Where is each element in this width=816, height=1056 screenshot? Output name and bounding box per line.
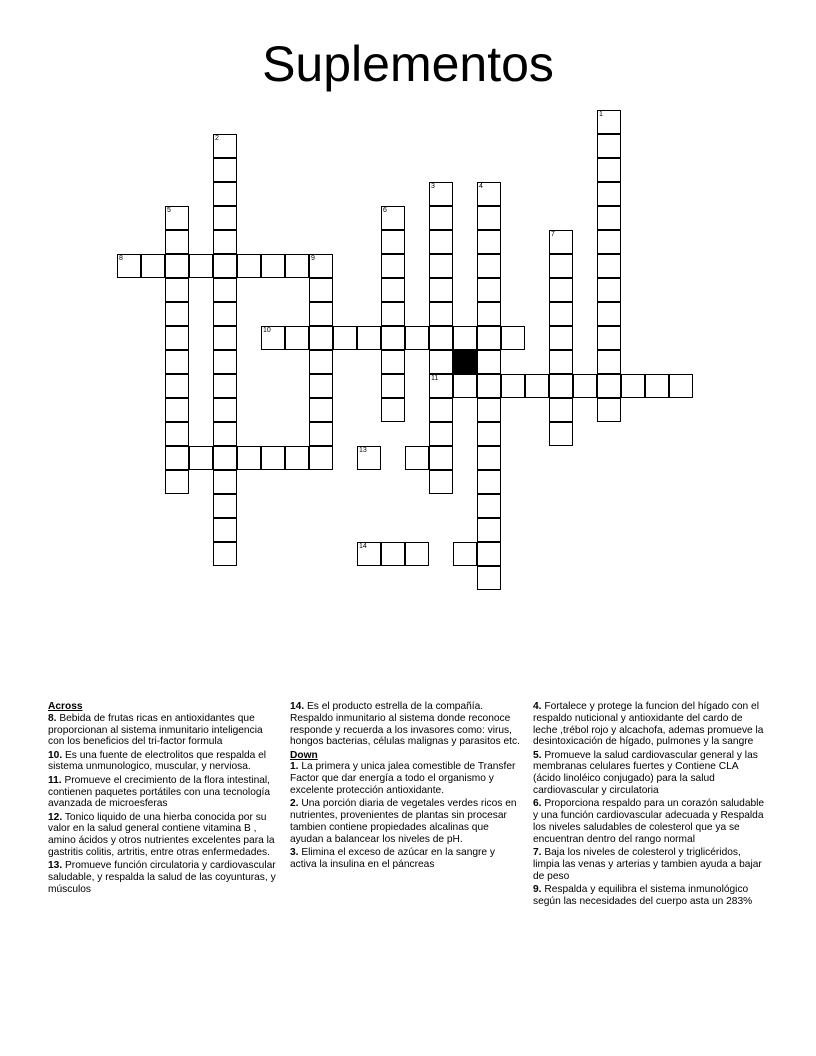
clue-text: Respalda y equilibra el sistema inmunológico según las necesidades del cuerpo asta un 283% <box>533 883 753 907</box>
grid-cell[interactable] <box>165 326 189 350</box>
grid-cell[interactable] <box>213 326 237 350</box>
grid-cell[interactable] <box>477 326 501 350</box>
grid-cell[interactable] <box>261 326 285 350</box>
clue-column-2 <box>290 701 522 872</box>
grid-cell[interactable] <box>597 182 621 206</box>
grid-cell[interactable] <box>357 446 381 470</box>
clue-text: Es el producto estrella de la compañía. Respaldo inmunitario al sistema donde reconoce responde y recuerda a los invasores como: virus, hongos bacterias, células malignas y parasitos etc. <box>290 701 520 748</box>
grid-cell[interactable] <box>597 374 621 398</box>
clue-text: Promueve el crecimiento de la flora intestinal, contienen paquetes portátiles con una tecnología avanzada de microesferas <box>48 774 271 810</box>
clue-item <box>290 761 522 796</box>
grid-cell[interactable] <box>357 326 381 350</box>
clue-text: Es una fuente de electrolitos que respalda el sistema unmunologico, muscular, y nerviosa. <box>48 749 267 773</box>
grid-cell[interactable] <box>477 182 501 206</box>
grid-cell[interactable] <box>429 326 453 350</box>
grid-cell[interactable] <box>477 470 501 494</box>
grid-cell[interactable] <box>189 446 213 470</box>
clue-number: 5 <box>167 207 171 214</box>
grid-cell[interactable] <box>549 278 573 302</box>
grid-cell[interactable] <box>429 374 453 398</box>
grid-cell[interactable] <box>597 134 621 158</box>
clue-text: La primera y unica jalea comestible de Transfer Factor que dar energía a todo el organismo y excelente protección antioxidante. <box>290 761 516 797</box>
grid-cell[interactable] <box>309 398 333 422</box>
grid-cell[interactable] <box>477 206 501 230</box>
grid-cell[interactable] <box>309 278 333 302</box>
grid-cell[interactable] <box>237 446 261 470</box>
grid-cell[interactable] <box>477 446 501 470</box>
clue-label: 6. <box>533 798 542 810</box>
grid-cell[interactable] <box>549 326 573 350</box>
grid-cell[interactable] <box>213 302 237 326</box>
grid-cell[interactable] <box>597 326 621 350</box>
grid-cell[interactable] <box>309 422 333 446</box>
clue-text: Una porción diaria de vegetales verdes ricos en nutrientes, provenientes de plantas sin procesar tambien contiene propiedades alcalinas que ayudan a balancear los niveles de pH. <box>290 798 517 845</box>
clue-item <box>48 812 280 859</box>
clue-label: 8. <box>48 712 57 724</box>
grid-cell[interactable] <box>357 542 381 566</box>
clue-item <box>533 750 765 797</box>
grid-cell[interactable] <box>669 374 693 398</box>
grid-cell[interactable] <box>597 278 621 302</box>
grid-cell[interactable] <box>429 422 453 446</box>
clue-label: 13. <box>48 860 63 872</box>
clue-label: 4. <box>533 701 542 712</box>
grid-cell[interactable] <box>645 374 669 398</box>
grid-cell[interactable] <box>285 254 309 278</box>
clue-number: 14 <box>359 543 367 550</box>
grid-cell[interactable] <box>309 374 333 398</box>
grid-cell[interactable] <box>453 326 477 350</box>
grid-cell[interactable] <box>501 326 525 350</box>
clue-label: 12. <box>48 811 63 823</box>
grid-cell[interactable] <box>141 254 165 278</box>
clue-label: 9. <box>533 883 542 895</box>
clue-number: 11 <box>431 375 439 382</box>
grid-cell[interactable] <box>405 446 429 470</box>
grid-cell[interactable] <box>117 254 141 278</box>
grid-cell[interactable] <box>213 398 237 422</box>
grid-cell[interactable] <box>237 254 261 278</box>
grid-cell[interactable] <box>597 158 621 182</box>
grid-cell[interactable] <box>429 206 453 230</box>
grid-cell[interactable] <box>477 494 501 518</box>
grid-cell[interactable] <box>165 350 189 374</box>
grid-cell[interactable] <box>213 374 237 398</box>
grid-cell[interactable] <box>165 398 189 422</box>
grid-cell[interactable] <box>165 374 189 398</box>
clue-number: 9 <box>311 255 315 262</box>
grid-cell[interactable] <box>549 398 573 422</box>
grid-cell[interactable] <box>165 278 189 302</box>
grid-cell[interactable] <box>453 542 477 566</box>
grid-cell[interactable] <box>429 398 453 422</box>
clue-number: 13 <box>359 447 367 454</box>
grid-cell[interactable] <box>477 350 501 374</box>
grid-cell[interactable] <box>213 518 237 542</box>
grid-cell[interactable] <box>165 446 189 470</box>
grid-cell[interactable] <box>309 446 333 470</box>
clue-item <box>48 750 280 774</box>
grid-cell[interactable] <box>381 350 405 374</box>
grid-cell[interactable] <box>165 302 189 326</box>
grid-cell[interactable] <box>477 398 501 422</box>
grid-cell[interactable] <box>285 326 309 350</box>
grid-cell[interactable] <box>477 230 501 254</box>
clue-text: Elimina el exceso de azúcar en la sangre y activa la insulina en el páncreas <box>290 847 496 870</box>
grid-cell[interactable] <box>477 566 501 590</box>
grid-cell[interactable] <box>213 350 237 374</box>
grid-cell[interactable] <box>381 230 405 254</box>
grid-cell[interactable] <box>477 518 501 542</box>
clue-item <box>533 847 765 882</box>
grid-cell[interactable] <box>429 182 453 206</box>
grid-cell[interactable] <box>549 374 573 398</box>
grid-cell[interactable] <box>597 350 621 374</box>
clue-item <box>290 798 522 845</box>
grid-cell[interactable] <box>453 374 477 398</box>
grid-cell[interactable] <box>213 278 237 302</box>
grid-cell[interactable] <box>429 350 453 374</box>
grid-cell[interactable] <box>309 302 333 326</box>
grid-cell[interactable] <box>597 206 621 230</box>
grid-cell[interactable] <box>213 254 237 278</box>
grid-cell[interactable] <box>381 326 405 350</box>
across-heading: Across <box>48 701 83 712</box>
clue-number: 4 <box>479 183 483 190</box>
grid-cell[interactable] <box>405 542 429 566</box>
grid-cell[interactable] <box>549 230 573 254</box>
clue-label: 3. <box>290 847 299 859</box>
grid-cell[interactable] <box>573 374 597 398</box>
clue-item <box>290 847 522 871</box>
clue-number: 10 <box>263 327 271 334</box>
grid-cell[interactable] <box>213 470 237 494</box>
grid-cell[interactable] <box>477 422 501 446</box>
grid-cell[interactable] <box>165 206 189 230</box>
black-cell <box>453 350 477 374</box>
grid-cell[interactable] <box>213 158 237 182</box>
grid-cell[interactable] <box>429 278 453 302</box>
grid-cell[interactable] <box>501 374 525 398</box>
grid-cell[interactable] <box>525 374 549 398</box>
grid-cell[interactable] <box>165 422 189 446</box>
grid-cell[interactable] <box>597 302 621 326</box>
grid-cell[interactable] <box>309 350 333 374</box>
clue-text: Fortalece y protege la funcion del hígado con el respaldo nuticional y antioxidante del cardo de leche ,trébol rojo y alcachofa, ademas promueve la desintoxicación de hígado, pulmones y la sangre <box>533 701 764 748</box>
clue-item <box>48 713 280 748</box>
grid-cell[interactable] <box>549 302 573 326</box>
clue-label: 2. <box>290 798 299 810</box>
grid-cell[interactable] <box>477 254 501 278</box>
clue-item <box>533 884 765 908</box>
grid-cell[interactable] <box>165 230 189 254</box>
clue-text: Promueve la salud cardiovascular general y las membranas celulares fuertes y Contiene CLA (ácido linoléico conjugado) para la salud cardiovascular y circulatoria <box>533 749 758 797</box>
grid-cell[interactable] <box>333 326 357 350</box>
grid-cell[interactable] <box>213 230 237 254</box>
clue-number: 8 <box>119 255 123 262</box>
grid-cell[interactable] <box>621 374 645 398</box>
grid-cell[interactable] <box>381 278 405 302</box>
grid-cell[interactable] <box>381 398 405 422</box>
grid-cell[interactable] <box>165 470 189 494</box>
clue-label: 11. <box>48 774 62 786</box>
grid-cell[interactable] <box>381 206 405 230</box>
grid-cell[interactable] <box>477 374 501 398</box>
grid-cell[interactable] <box>213 182 237 206</box>
grid-cell[interactable] <box>405 326 429 350</box>
grid-cell[interactable] <box>597 254 621 278</box>
puzzle-title: Suplementos <box>262 36 554 92</box>
clue-label: 7. <box>533 847 542 859</box>
grid-cell[interactable] <box>381 542 405 566</box>
clue-item <box>533 798 765 845</box>
clue-label: 1. <box>290 761 299 773</box>
clue-number: 1 <box>599 111 603 118</box>
clue-item <box>290 701 522 748</box>
grid-cell[interactable] <box>189 254 213 278</box>
grid-cell[interactable] <box>309 326 333 350</box>
grid-cell[interactable] <box>309 254 333 278</box>
clue-number: 6 <box>383 207 387 214</box>
grid-cell[interactable] <box>213 206 237 230</box>
grid-cell[interactable] <box>597 398 621 422</box>
grid-cell[interactable] <box>165 254 189 278</box>
grid-cell[interactable] <box>213 422 237 446</box>
grid-cell[interactable] <box>429 254 453 278</box>
clue-column-1 <box>48 701 280 897</box>
clue-label: 10. <box>48 749 63 761</box>
clue-item <box>533 701 765 748</box>
grid-cell[interactable] <box>477 302 501 326</box>
grid-cell[interactable] <box>429 302 453 326</box>
grid-cell[interactable] <box>597 230 621 254</box>
grid-cell[interactable] <box>381 254 405 278</box>
clue-text: Bebida de frutas ricas en antioxidantes que proporcionan al sistema inmunitario inteligencia con los beneficios del tri-factor formula <box>48 712 263 748</box>
grid-cell[interactable] <box>213 494 237 518</box>
grid-cell[interactable] <box>549 422 573 446</box>
grid-cell[interactable] <box>381 374 405 398</box>
clue-number: 3 <box>431 183 435 190</box>
clue-text: Baja los niveles de colesterol y triglicéridos, limpia las venas y arterias y tambien ayuda a bajar de peso <box>533 847 762 882</box>
grid-cell[interactable] <box>477 542 501 566</box>
grid-cell[interactable] <box>381 302 405 326</box>
clue-number: 2 <box>215 135 219 142</box>
grid-cell[interactable] <box>213 542 237 566</box>
grid-cell[interactable] <box>285 446 309 470</box>
clue-text: Promueve función circulatoria y cardiovascular saludable, y respalda la salud de las coyunturas, y músculos <box>48 860 276 895</box>
clue-label: 5. <box>533 749 542 761</box>
clue-item <box>48 775 280 810</box>
clue-column-3 <box>533 701 765 909</box>
down-heading: Down <box>290 749 318 761</box>
clue-number: 7 <box>551 231 555 238</box>
grid-cell[interactable] <box>261 446 285 470</box>
grid-cell[interactable] <box>549 254 573 278</box>
clue-text: Tonico liquido de una hierba conocida por su valor en la salud general contiene vitamina B , amino ácidos y otros nutrientes excelentes para la gastritis colitis, artritis, entre otras enfermedades. <box>48 811 275 859</box>
grid-cell[interactable] <box>549 350 573 374</box>
clue-label: 14. <box>290 701 305 712</box>
grid-cell[interactable] <box>477 278 501 302</box>
grid-cell[interactable] <box>261 254 285 278</box>
grid-cell[interactable] <box>429 470 453 494</box>
grid-cell[interactable] <box>213 446 237 470</box>
clue-item <box>48 860 280 895</box>
grid-cell[interactable] <box>429 230 453 254</box>
grid-cell[interactable] <box>429 446 453 470</box>
clue-text: Proporciona respaldo para un corazón saludable y una función cardiovascular adecuada y Respalda los niveles saludables de colesterol que ya se encuentran dentro del rango normal <box>533 798 765 845</box>
grid-cell[interactable] <box>213 134 237 158</box>
grid-cell[interactable] <box>597 110 621 134</box>
